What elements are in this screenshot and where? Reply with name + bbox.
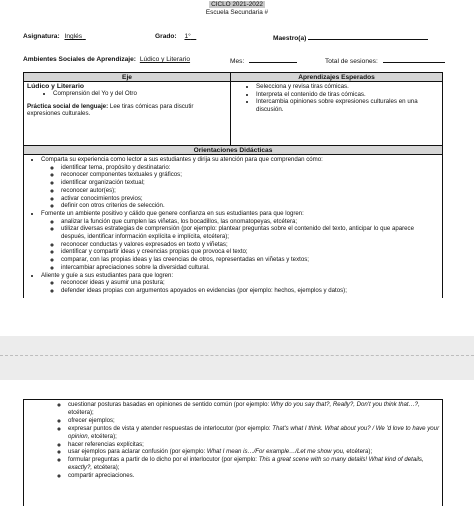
practice-paragraph (27, 103, 227, 118)
axis-column-header: Eje (24, 73, 231, 82)
orientation-subitem: ◦ activar conocimientos previos; (61, 195, 439, 203)
sessions-row (325, 56, 445, 65)
continued-item: ◦ hacer referencias explícitas; (68, 441, 442, 449)
orientation-item (41, 210, 439, 272)
environment-value: Lúdico y Literario (139, 56, 191, 63)
continued-item: ◦ expresar puntos de vista y atender respuestas de interlocutor (por ejemplo: That's what I think. What about you? / We 'd love to have your opinion, etcétera); (68, 425, 442, 441)
grade-row (155, 33, 196, 40)
orientation-subitem: ◦ identificar tema, propósito y destinatario: (61, 164, 439, 172)
expected-column-header: Aprendizajes Esperados (231, 73, 443, 82)
school-cycle: CICLO 2021-2022 (211, 1, 263, 8)
environment-label: Ambientes Sociales de Aprendizaje: (23, 56, 136, 63)
teacher-label: Maestro(a) (273, 35, 307, 42)
orientation-subitem: ◦ reconocer ideas y asumir una postura; (61, 279, 439, 287)
orientation-subitem: ◦ reconocer conductas y valores expresados en texto y viñetas; (61, 241, 439, 249)
axis-title: Lúdico y Literario (27, 83, 85, 90)
orientation-subitem: ◦ intercambiar apreciaciones sobre la diversidad cultural. (61, 264, 439, 272)
continued-item: ◦ compartir apreciaciones. (68, 472, 442, 480)
orientation-text: Aliente y guíe a sus estudiantes para que logren: (41, 271, 174, 279)
orientation-subitem: ◦ comparar, con las propias ideas y las creencias de otros, representadas en viñetas y textos; (61, 256, 439, 264)
subject-value: Inglés (64, 33, 83, 40)
orientation-subitem: ◦ definir con otros criterios de selección. (61, 202, 439, 210)
orientation-subitem: ◦ reconocer autor(es); (61, 187, 439, 195)
teacher-row (273, 33, 428, 42)
sessions-label: Total de sesiones: (325, 58, 378, 65)
continued-item: ◦ usar ejemplos para aclarar confusión (por ejemplo: What I mean is…/For example…/Let me show you, etcétera); (68, 448, 442, 456)
practice-text: Lee tiras cómicas para discutir expresiones culturales. (27, 102, 194, 118)
orientation-subitem: ◦ analizar la función que cumplen las viñetas, los bocadillos, las onomatopeyas, etcétera; (61, 218, 439, 226)
month-blank-line (249, 56, 297, 63)
document-page-2 (0, 380, 474, 511)
orientation-text: Fomente un ambiente positivo y cálido que genere confianza en sus estudiantes para que logren: (41, 209, 304, 217)
orientation-item (41, 156, 439, 210)
orientation-item (41, 272, 439, 295)
orientation-text: Comparta su experiencia como lector a sus estudiantes y dirija su atención para que comprendan cómo: (41, 156, 323, 163)
orientations-continued-box (23, 399, 443, 506)
continued-list (54, 401, 442, 480)
page-separator (0, 336, 474, 380)
orientation-subitem: ◦ identificar organización textual; (61, 179, 439, 187)
continued-item: ◦ formular preguntas a partir de lo dicho por el interlocutor (por ejemplo: This a great scene with so many details! What kind of details, exactly?, etcétera); (68, 456, 442, 472)
teacher-blank-line (308, 33, 428, 40)
grade-label: Grado: (155, 33, 177, 40)
subject-label: Asignatura: (23, 33, 60, 40)
orientations-cell (24, 155, 443, 298)
orientation-subitem: ◦ reconocer componentes textuales y gráficos; (61, 171, 439, 179)
practice-label: Práctica social de lenguaje: (27, 102, 109, 110)
subject-row (23, 33, 86, 40)
expected-cell (231, 82, 443, 146)
expected-item: • Intercambia opiniones sobre expresiones culturales en una discusión. (256, 98, 439, 113)
orientation-subitem: ◦ defender ideas propias con argumentos apoyados en evidencias (por ejemplo: hechos, ejemplos y datos); (61, 287, 439, 295)
sessions-blank-line (383, 56, 445, 63)
planning-table (23, 72, 443, 298)
expected-item: • Selecciona y revisa tiras cómicas. (256, 83, 439, 91)
continued-item: ◦ ofrecer ejemplos; (68, 417, 442, 425)
axis-cell (24, 82, 231, 146)
grade-value: 1° (184, 33, 191, 40)
expected-item: • Interpreta el contenido de tiras cómicas. (256, 91, 439, 99)
month-label: Mes: (230, 58, 245, 65)
orientations-header: Orientaciones Didácticas (24, 146, 443, 155)
month-row (230, 56, 297, 65)
environment-row (23, 56, 190, 63)
continued-item: ◦ cuestionar posturas basadas en opiniones de sentido común (por ejemplo: Why do you say that?, Really?, Don't you think that…?, etcétera); (68, 401, 442, 417)
axis-item: • Comprensión del Yo y del Otro (53, 90, 227, 98)
orientation-subitem: ◦ identificar y compartir ideas y creencias propias que provoca el texto; (61, 248, 439, 256)
orientation-subitem: ◦ utilizar diversas estrategias de comprensión (por ejemplo: plantear preguntas sobre el contenido del texto, anticipar lo que aparece después, identificar información explícita e implícita, etcétera); (61, 225, 439, 240)
school-name: Escuela Secundaria # (205, 9, 269, 16)
